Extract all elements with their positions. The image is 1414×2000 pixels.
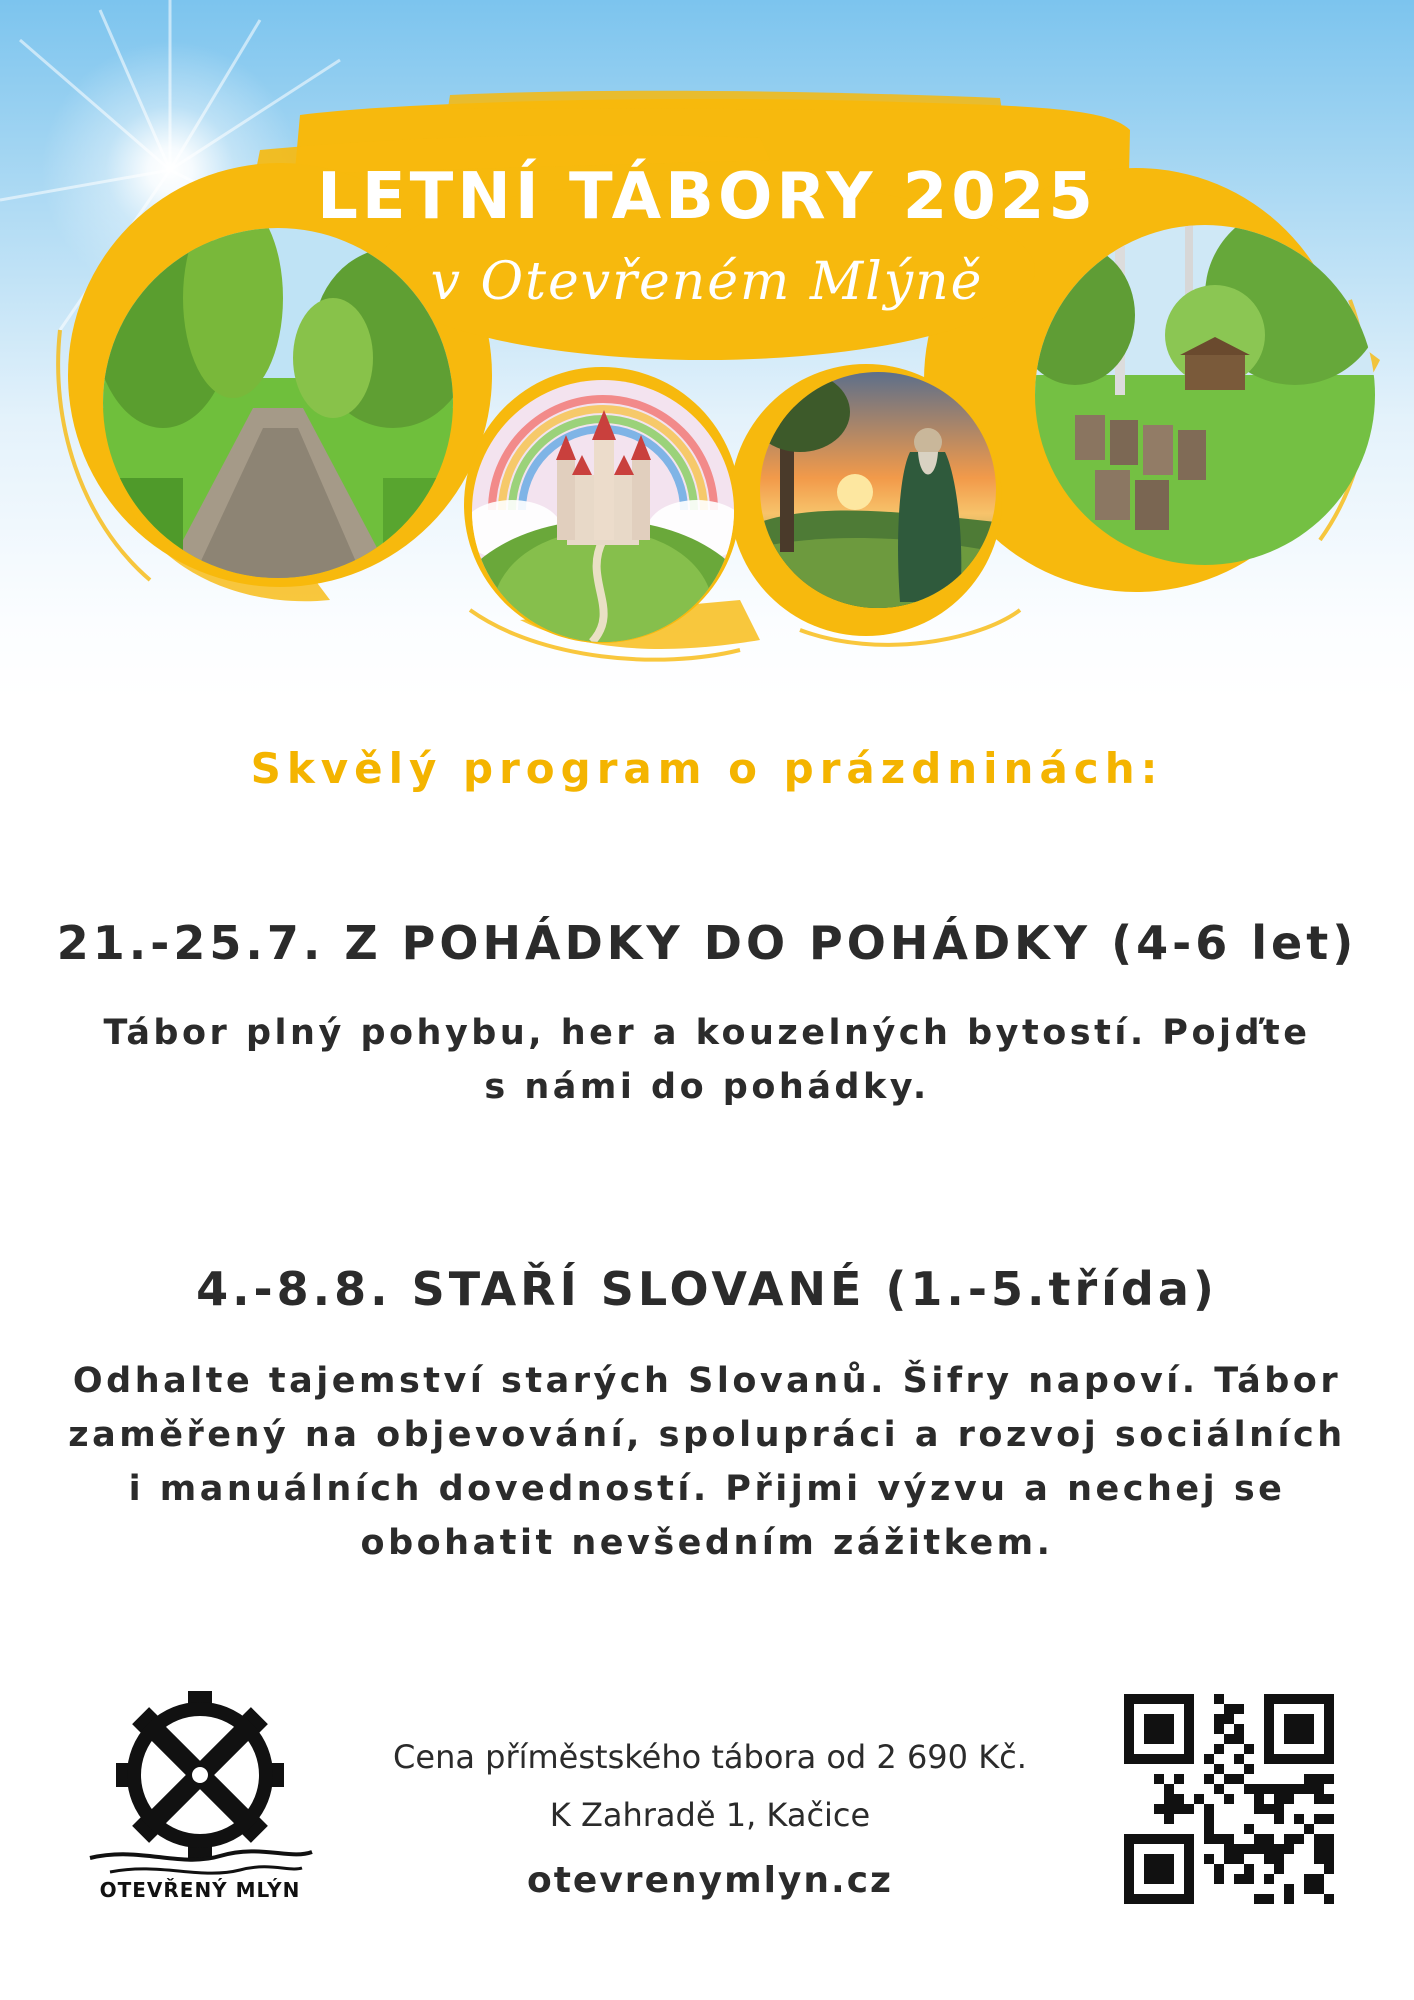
camp-2-description-line: i manuálních dovedností. Přijmi výzvu a nechej se: [128, 1469, 1286, 1509]
camp-1-description-line: Tábor plný pohybu, her a kouzelných bytostí. Pojďte: [103, 1013, 1311, 1053]
camp-2-description-line: Odhalte tajemství starých Slovanů. Šifry napoví. Tábor: [72, 1361, 1342, 1401]
website-link[interactable]: otevrenymlyn.cz: [526, 1860, 893, 1901]
camp-1-title: 21.-25.7. Z POHÁDKY DO POHÁDKY (4-6 let): [56, 916, 1358, 970]
photo-castle-illustration: [472, 380, 734, 642]
price-text: Cena příměstského tábora od 2 690 Kč.: [393, 1738, 1027, 1776]
photo-slavic-elder-illustration: [760, 372, 996, 608]
camp-2-description: [40, 1354, 1374, 1570]
camp-2-description-line: obohatit nevšedním zážitkem.: [360, 1523, 1054, 1563]
address-text: K Zahradě 1, Kačice: [549, 1796, 871, 1834]
camp-1-description: [40, 1006, 1374, 1114]
camp-2-description-line: zaměřený na objevování, spolupráci a rozvoj sociálních: [68, 1415, 1346, 1455]
camp-1-description-line: s námi do pohádky.: [484, 1067, 930, 1107]
photo-garden-logs: [1035, 225, 1375, 565]
logo-name: OTEVŘENÝ MLÝN: [99, 1878, 301, 1902]
camp-2-title: 4.-8.8. STAŘÍ SLOVANÉ (1.-5.třída): [196, 1262, 1218, 1316]
mill-wheel-icon: [80, 1690, 320, 1880]
photo-meadow-path: [103, 228, 453, 578]
qr-code[interactable]: [1124, 1694, 1334, 1904]
tagline: Skvělý program o prázdninách:: [250, 744, 1164, 793]
page-subtitle: v Otevřeném Mlýně: [430, 252, 984, 312]
page-title: LETNÍ TÁBORY 2025: [317, 160, 1097, 234]
